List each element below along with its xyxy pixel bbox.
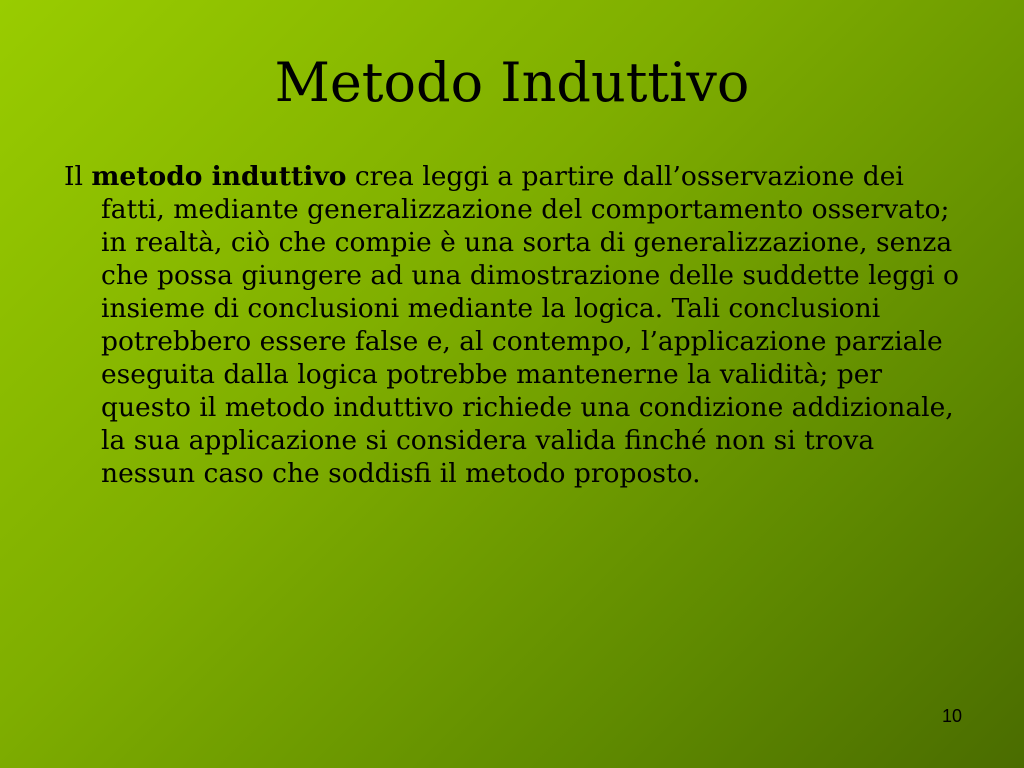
paragraph-emphasis: metodo induttivo (91, 161, 347, 192)
paragraph-rest: crea leggi a partire dall’osservazione dei fatti, mediante generalizzazione del comportamento osservato; in realtà, ciò che compie è una sorta di generalizzazione, senza che possa giungere ad una dimostrazione delle suddette leggi o insieme di conclusioni mediante la logica. Tali conclusioni potrebbero essere false e, al contempo, l’applicazione parziale eseguita dalla logica potrebbe mantenerne la validità; per questo il metodo induttivo richiede una condizione addizionale, la sua applicazione si considera valida finché non si trova nessun caso che soddisfi il metodo proposto. (101, 161, 960, 489)
paragraph-lead: Il (64, 161, 83, 192)
page-number: 10 (941, 706, 962, 726)
body-paragraph (64, 160, 959, 490)
slide-title: Metodo Induttivo (274, 51, 750, 114)
